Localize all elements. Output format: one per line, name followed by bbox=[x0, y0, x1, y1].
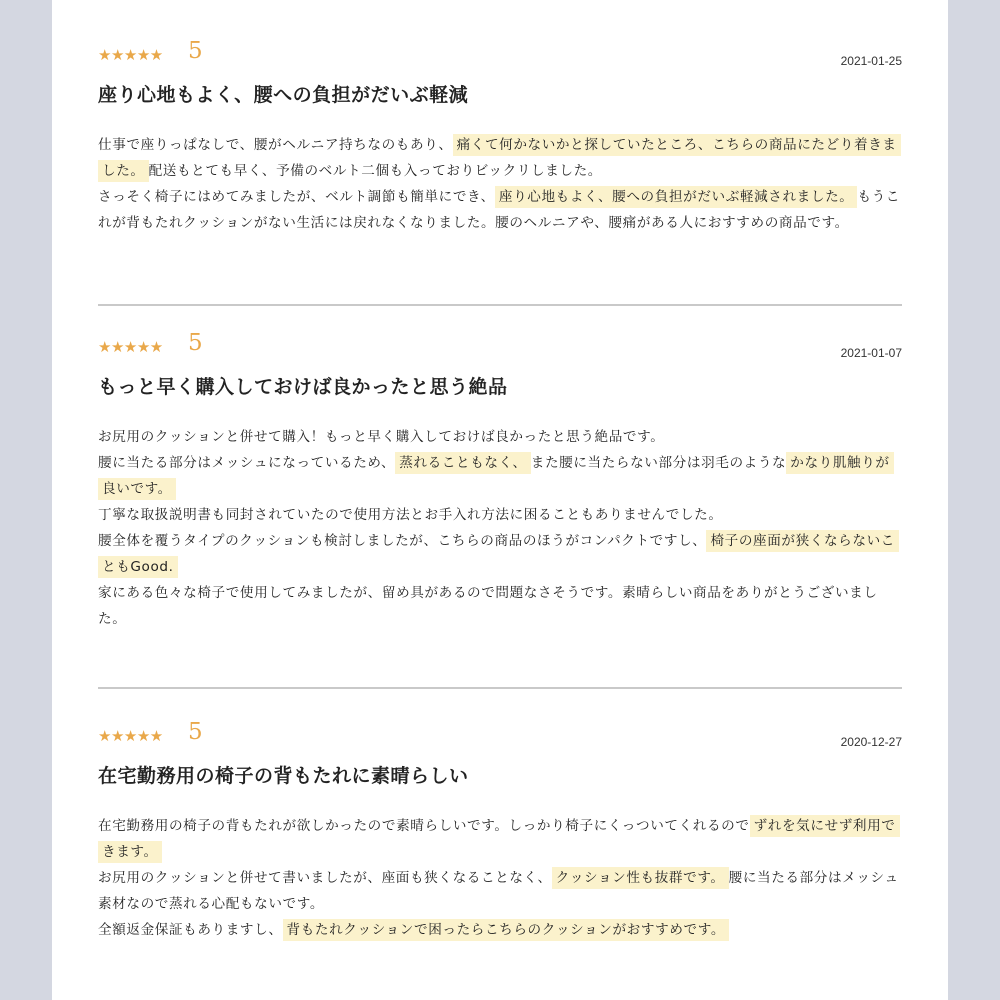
review-date: 2020-12-27 bbox=[840, 735, 902, 749]
rating-score: 5 bbox=[188, 330, 203, 356]
highlighted-text: 座り心地もよく、腰への負担がだいぶ軽減されました。 bbox=[495, 186, 858, 208]
rating-row bbox=[98, 330, 902, 366]
highlighted-text: 椅子の座面が狭くならないこともGood. bbox=[98, 530, 899, 578]
review-paragraph bbox=[98, 528, 902, 580]
review-text: 腰に当たる部分はメッシュ素材なので蒸れる心配もないです。 bbox=[98, 870, 899, 912]
review-paragraph bbox=[98, 502, 902, 528]
star-rating-icon: ★★★★★ bbox=[98, 338, 163, 356]
review-text: さっそく椅子にはめてみましたが、ベルト調節も簡単にでき、 bbox=[98, 189, 495, 205]
rating-score: 5 bbox=[188, 38, 203, 64]
highlighted-text: かなり肌触りが良いです。 bbox=[98, 452, 894, 500]
highlighted-text: 背もたれクッションで困ったらこちらのクッションがおすすめです。 bbox=[283, 919, 730, 941]
review-text: お尻用のクッションと併せて購入！もっと早く購入しておけば良かったと思う絶品です。 bbox=[98, 429, 665, 445]
review-date: 2021-01-25 bbox=[840, 54, 902, 68]
review-text: 腰全体を覆うタイプのクッションも検討しましたが、こちらの商品のほうがコンパクトですし、 bbox=[98, 533, 707, 549]
review-text: 配送もとても早く、予備のベルト二個も入っておりビックリしました。 bbox=[148, 163, 602, 179]
review-text: 丁寧な取扱説明書も同封されていたので使用方法とお手入れ方法に困ることもありませんでした。 bbox=[98, 507, 723, 523]
star-rating-icon: ★★★★★ bbox=[98, 46, 163, 64]
review-title: 在宅勤務用の椅子の背もたれに素晴らしい bbox=[98, 765, 469, 787]
review-date: 2021-01-07 bbox=[840, 346, 902, 360]
review-page bbox=[52, 0, 948, 1000]
review-text: 全額返金保証もありますし、 bbox=[98, 922, 283, 938]
review-text: また腰に当たらない部分は羽毛のような bbox=[530, 455, 787, 471]
highlighted-text: 痛くて何かないかと探していたところ、こちらの商品にたどり着きました。 bbox=[98, 134, 901, 182]
review-text: 在宅勤務用の椅子の背もたれが欲しかったので素晴らしいです。しっかり椅子にくっついてくれるので bbox=[98, 818, 750, 834]
review-title: もっと早く購入しておけば良かったと思う絶品 bbox=[98, 376, 508, 398]
review-divider bbox=[98, 687, 902, 689]
review-body bbox=[98, 132, 902, 236]
review-body bbox=[98, 424, 902, 632]
review-divider bbox=[98, 304, 902, 306]
rating-row bbox=[98, 38, 902, 74]
review-paragraph bbox=[98, 450, 902, 502]
review-text: 家にある色々な椅子で使用してみましたが、留め具があるので問題なさそうです。素晴らしい商品をありがとうございました。 bbox=[98, 585, 878, 627]
review-paragraph bbox=[98, 813, 902, 865]
review-text: 仕事で座りっぱなしで、腰がヘルニア持ちなのもあり、 bbox=[98, 137, 453, 153]
highlighted-text: クッション性も抜群です。 bbox=[552, 867, 729, 889]
review-paragraph bbox=[98, 865, 902, 917]
rating-row bbox=[98, 719, 902, 755]
review-text: お尻用のクッションと併せて書いましたが、座面も狭くなることなく、 bbox=[98, 870, 552, 886]
star-rating-icon: ★★★★★ bbox=[98, 727, 163, 745]
rating-score: 5 bbox=[188, 719, 203, 745]
review-paragraph bbox=[98, 132, 902, 184]
highlighted-text: 蒸れることもなく、 bbox=[395, 452, 530, 474]
review-text: もうこれが背もたれクッションがない生活には戻れなくなりました。腰のヘルニアや、腰痛がある人におすすめの商品です。 bbox=[98, 189, 901, 231]
highlighted-text: ずれを気にせず利用できます。 bbox=[98, 815, 900, 863]
review-paragraph bbox=[98, 917, 902, 943]
review-paragraph bbox=[98, 424, 902, 450]
review-paragraph bbox=[98, 184, 902, 236]
review-title: 座り心地もよく、腰への負担がだいぶ軽減 bbox=[98, 84, 469, 106]
review-body bbox=[98, 813, 902, 943]
review-text: 腰に当たる部分はメッシュになっているため、 bbox=[98, 455, 396, 471]
review-paragraph bbox=[98, 580, 902, 632]
